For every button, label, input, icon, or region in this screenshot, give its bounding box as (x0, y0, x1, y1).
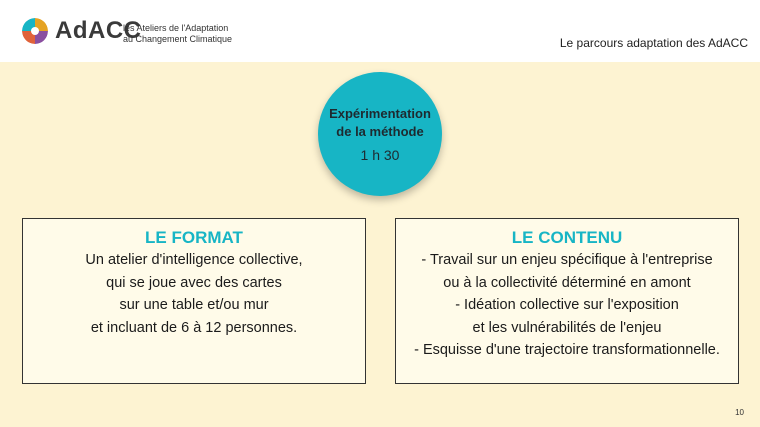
circle-line1: Expérimentation (329, 106, 431, 121)
circle-line2: de la méthode (336, 124, 424, 139)
circle-duration: 1 h 30 (360, 147, 400, 163)
contenu-title: LE CONTENU (511, 228, 623, 247)
format-box (22, 218, 366, 384)
format-line: et incluant de 6 à 12 personnes. (90, 319, 298, 336)
contenu-line: ou à la collectivité déterminé en amont (443, 274, 691, 291)
format-line: sur une table et/ou mur (119, 297, 269, 313)
format-line: Un atelier d'intelligence collective, (85, 252, 303, 268)
brand-subtitle (123, 23, 232, 45)
contenu-line: - Esquisse d'une trajectoire transformationnelle. (414, 342, 720, 358)
brand-subtitle-line2: au Changement Climatique (123, 34, 233, 44)
contenu-line: - Travail sur un enjeu spécifique à l'entreprise (421, 252, 713, 268)
contenu-line: - Idéation collective sur l'exposition (455, 297, 679, 313)
contenu-line: et les vulnérabilités de l'enjeu (472, 319, 662, 336)
format-title: LE FORMAT (145, 228, 243, 247)
brand-subtitle-line1: les Ateliers de l'Adaptation (123, 23, 229, 33)
header-title: Le parcours adaptation des AdACC (559, 36, 748, 50)
format-line: qui se joue avec des cartes (106, 274, 282, 291)
header (0, 0, 760, 62)
experimentation-circle (318, 72, 442, 196)
brand-name: AdACC (55, 17, 142, 44)
contenu-box (395, 218, 739, 384)
page-number: 10 (735, 408, 744, 417)
adacc-logo-icon (22, 18, 48, 44)
